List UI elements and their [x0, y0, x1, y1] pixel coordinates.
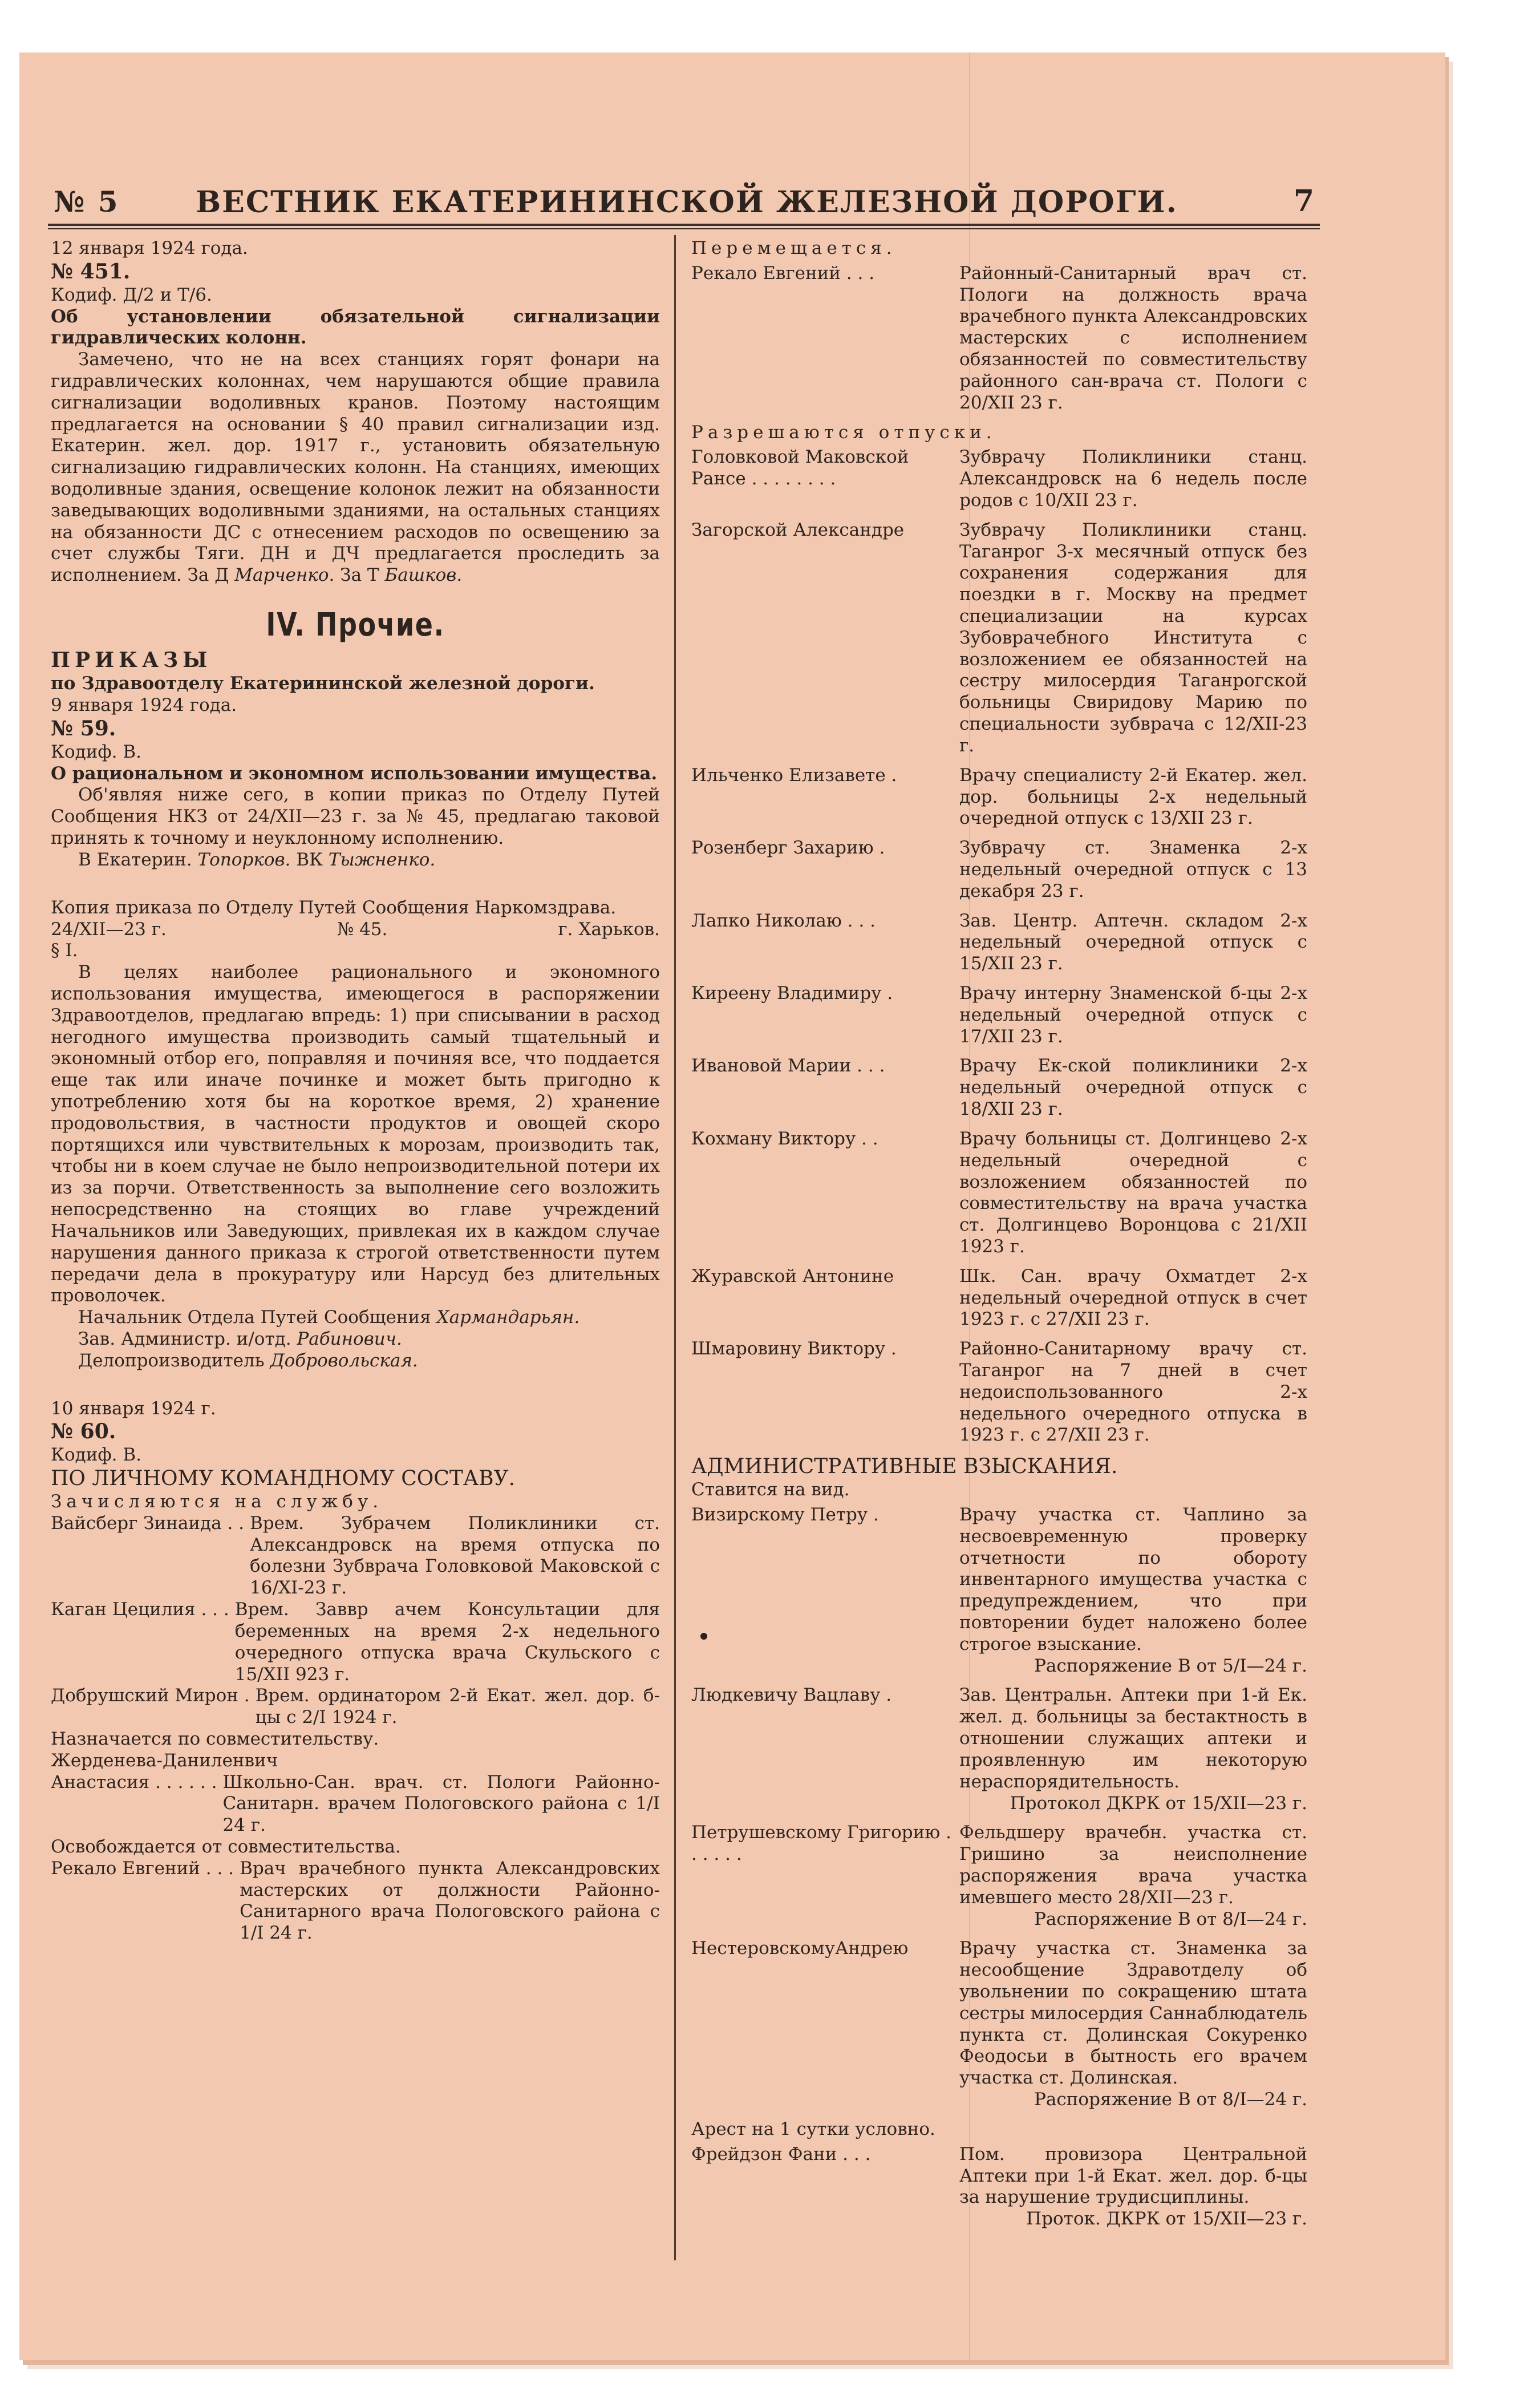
moved-heading: Перемещается. — [691, 238, 897, 258]
order-451-number: № 451. — [51, 259, 131, 284]
person-text: Врем. Заввр ачем Консультации для беременных на время 2-х недельного очередного отпуска врача Скульского с 15/XII 923 г. — [234, 1599, 660, 1685]
right-column — [691, 238, 1307, 2238]
reprimand-heading: Ставится на вид. — [691, 1479, 850, 1500]
signature-toporkov: Топорков. — [197, 849, 291, 870]
penalty-text: Врачу участка ст. Знаменка за несообщение Здравотделу об увольнении по сокращению штата сестры милосердия Саннаблюдатель пункта ст. Долинская Сокуренко Феодосьи в бытность его врачем участка ст. Долинская. — [959, 1938, 1307, 2089]
person-name: Ильченко Елизавете . — [691, 764, 897, 786]
masthead-rule-thin — [48, 228, 1320, 229]
enrolled-entry — [51, 1513, 660, 1599]
person-text — [959, 2144, 1307, 2230]
order-59-date: 9 января 1924 года. — [51, 695, 237, 716]
person-text: Врач врачебного пункта Александровских мастерских от должности Районно-Санитарного врача Пологовского района с 1/I 24 г. — [240, 1858, 660, 1944]
copy-paragraph-mark: § I. — [51, 940, 78, 961]
leave-entry — [691, 983, 1307, 1047]
person-name: Розенберг Захарию . — [691, 838, 885, 859]
leave-heading: Разрешаются отпуски. — [691, 422, 996, 443]
leave-entry — [691, 447, 1307, 511]
person-name: Кохману Виктору . . — [691, 1128, 878, 1149]
leave-entry — [691, 1128, 1307, 1258]
newspaper-title: ВЕСТНИК ЕКАТЕРИНИНСКОЙ ЖЕЛЕЗНОЙ ДОРОГИ. — [196, 185, 1178, 220]
page-number: 7 — [1293, 184, 1314, 219]
order-59-number: № 59. — [51, 716, 116, 741]
person-name: Киреену Владимиру . — [691, 983, 893, 1004]
penalty-ref: Распоряжение В от 8/I—24 г. — [1034, 1908, 1307, 1929]
person-text: Врачу Ек-ской поликлиники 2-х недельный очередной отпуск с 18/XII 23 г. — [959, 1055, 1307, 1120]
person-name: НестеровскомуАндрею — [691, 1938, 909, 1959]
sig-role-3: Делопроизводитель — [78, 1350, 270, 1371]
order-59-signature — [51, 849, 660, 871]
person-text: Врем. ординатором 2-й Екат. жел. дор. б-цы с 2/I 1924 г. — [255, 1685, 660, 1728]
arrest-entry — [691, 2144, 1307, 2230]
penalty-text: Зав. Центральн. Аптеки при 1-й Ек. жел. д. больницы за бестактность в отношении служащих аптеки и проявленную им некоторую нераспорядительность. — [959, 1685, 1307, 1792]
order-59-title: О рациональном и экономном использовании имущества. — [51, 763, 658, 784]
leave-entry — [691, 838, 1307, 902]
person-text: Зубврачу ст. Знаменка 2-х недельный очередной отпуск с 13 декабря 23 г. — [959, 838, 1307, 901]
penalty-entry — [691, 1938, 1307, 2111]
enrolled-heading: Зачисляются на службу. — [51, 1491, 383, 1512]
person-name: Визирскому Петру . — [691, 1504, 879, 1525]
penalty-ref: Распоряжение В от 5/I—24 г. — [1034, 1655, 1307, 1676]
released-entry — [51, 1858, 660, 1944]
concurrent-heading: Назначается по совместительству. — [51, 1728, 379, 1749]
person-name: Шмаровину Виктору . — [691, 1338, 897, 1360]
penalty-entry — [691, 1822, 1307, 1930]
copy-city: г. Харьков. — [558, 919, 660, 940]
penalty-text: Врачу участка ст. Чаплино за несвоевременную проверку отчетности по обороту инвентарного имущества участка с предупреждением, что при повторении будет наложено более строгое взыскание. — [959, 1504, 1307, 1654]
person-text — [959, 1822, 1307, 1930]
person-name: Людкевичу Вацлаву . — [691, 1685, 892, 1706]
moved-entry — [691, 263, 1307, 414]
order-451-title: Об установлении обязательной сигнализации гидравлических колонн. — [51, 306, 660, 349]
person-name: Лапко Николаю . . . — [691, 910, 876, 931]
orders-heading: ПРИКАЗЫ — [51, 648, 212, 673]
sig-prefix: В Екатерин. — [78, 849, 198, 870]
signature-bashkov: Башков. — [384, 565, 463, 586]
copy-meta — [51, 919, 660, 941]
signature-marchenko: Марченко. — [234, 565, 335, 586]
copy-signature-1 — [51, 1307, 660, 1329]
copy-number: № 45. — [337, 919, 388, 940]
person-text — [959, 1938, 1307, 2111]
person-name: Ивановой Марии . . . — [691, 1055, 885, 1077]
person-text: Зав. Центр. Аптечн. складом 2-х недельный очередной отпуск с 15/XII 23 г. — [959, 910, 1307, 974]
sig-role-1: Начальник Отдела Путей Сообщения — [78, 1307, 437, 1328]
order-60-date: 10 января 1924 г. — [51, 1398, 216, 1419]
arrest-heading: Арест на 1 сутки условно. — [691, 2118, 935, 2139]
masthead-rule — [48, 224, 1320, 226]
penalty-ref: Распоряжение В от 8/I—24 г. — [1034, 2089, 1307, 2110]
newspaper-page — [19, 52, 1445, 2360]
person-text: Зубврачу Поликлиники станц. Александровск на 6 недель после родов с 10/XII 23 г. — [959, 447, 1307, 511]
order-451-text: Замечено, что не на всех станциях горят фонари на гидравлических колоннах, чем нарушаются общие правила сигнализации водоливных кранов. Поэтому настоящим предлагается на основании § 40 правил сигнализации изд. Екатерин. жел. дор. 1917 г., установить обязательную сигнализацию гидравлических колонн. На станциях, имеющих водоливные здания, освещение колонок лежит на обязанности заведывающих водоливными зданиями, на остальных станциях на обязанности ДС с отнесением расходов по освещению за счет службы Тяги. ДН и ДЧ предлагается проследить за исполнением. За Д — [51, 349, 660, 586]
leave-entry — [691, 1055, 1307, 1120]
section-heading: IV. Прочие. — [266, 606, 445, 644]
penalties-heading: АДМИНИСТРАТИВНЫЕ ВЗЫСКАНИЯ. — [691, 1455, 1118, 1479]
left-column — [51, 238, 660, 1944]
sig-mid: ВК — [290, 849, 329, 870]
issue-number: № 5 — [54, 185, 120, 219]
person-text — [959, 1685, 1307, 1814]
sig-name-3: Добровольская. — [270, 1350, 418, 1371]
copy-date: 24/XII—23 г. — [51, 919, 167, 940]
sig-name-2: Рабинович. — [297, 1328, 402, 1349]
released-heading: Освобождается от совместительства. — [51, 1836, 401, 1858]
order-59-body: Об'являя ниже сего, в копии приказ по Отделу Путей Сообщения НКЗ от 24/XII—23 г. за № 45, предлагаю таковой принять к точному и неуклонному исполнению. — [51, 784, 660, 849]
order-59-codif: Кодиф. В. — [51, 741, 142, 762]
person-text: Школьно-Сан. врач. ст. Пологи Районно-Санитарн. врачем Пологовского района с 1/I 24 г. — [222, 1771, 660, 1836]
penalty-text: Фельдшеру врачебн. участка ст. Гришино за неисполнение распоряжения врача участка имевшего место 28/XII—23 г. — [959, 1822, 1307, 1908]
person-text: Районный-Санитарный врач ст. Пологи на должность врача врачебного пункта Александровских мастерских с исполнением обязанностей по совместительству районного сан-врача ст. Пологи с 20/XII 23 г. — [959, 262, 1307, 413]
person-name: Каган Цецилия . . . — [51, 1599, 229, 1620]
order-60-codif: Кодиф. В. — [51, 1445, 142, 1466]
sig-role-2: Зав. Администр. и/отд. — [78, 1328, 297, 1349]
person-name: Рекало Евгений . . . — [691, 262, 875, 284]
copy-signature-2 — [51, 1329, 660, 1350]
arrest-text: Пом. провизора Центральной Аптеки при 1-й Екат. жел. дор. б-цы за нарушение трудисциплины. — [959, 2143, 1307, 2208]
order-60-number: № 60. — [51, 1419, 116, 1444]
order-451-codif: Кодиф. Д/2 и Т/6. — [51, 284, 212, 305]
person-name: Анастасия . . . . . . — [51, 1771, 217, 1793]
person-name: Вайсберг Зинаида . . — [51, 1512, 245, 1534]
arrest-ref: Проток. ДКРК от 15/XII—23 г. — [1026, 2208, 1307, 2230]
concurrent-entry — [51, 1772, 660, 1836]
person-text: Врачу специалисту 2-й Екатер. жел. дор. больницы 2-х недельный очередной отпуск с 13/XII 23 г. — [959, 764, 1307, 829]
copy-signature-3 — [51, 1350, 660, 1372]
penalty-entry — [691, 1504, 1307, 1677]
person-name: Рекало Евгений . . . — [51, 1858, 234, 1879]
order-451-body — [51, 349, 660, 586]
orders-subheading: по Здравоотделу Екатерининской железной дороги. — [51, 673, 595, 694]
person-name: Журавской Антонине — [691, 1265, 894, 1287]
person-name: Петрушевскому Григорию . . . . . . — [691, 1822, 957, 1865]
penalty-entry — [691, 1685, 1307, 1814]
enrolled-entry — [51, 1599, 660, 1685]
person-name: Добрушский Мирон . — [51, 1685, 250, 1706]
copy-body: В целях наиболее рационального и экономного использования имущества, имеющегося в распоряжении Здравоотделов, предлагаю впредь: 1) при списывании в расход негодного имущества производить самый тщательный и экономный отбор его, поправляя и починяя все, что поддается еще так или иначе починке и может быть пригодно к употреблению хотя бы на короткое время, 2) хранение продовольствия, в частности продуктов и овощей скоро портящихся или чувствительных к морозам, производить так, чтобы ни в коем случае не было непроизводительной потери их из за порчи. Ответственность за выполнение сего возложить непосредственно на стоящих во главе учреждений Начальников или Заведующих, привлекая их в каждом случае нарушения данного приказа к строгой ответственности путем передачи дела в прокуратуру или Нарсуд без длительных проволочек. — [51, 962, 660, 1306]
copy-title: Копия приказа по Отделу Путей Сообщения Наркомздрава. — [51, 897, 617, 918]
column-divider — [674, 235, 676, 2260]
person-name-line1: Жерденева-Даниленвич — [51, 1750, 278, 1771]
person-text: Врем. Зубрачем Поликлиники ст. Александровск на время отпуска по болезни Зубврача Головковой Маковской с 16/XI-23 г. — [250, 1512, 660, 1599]
person-name: Загорской Александре — [691, 519, 905, 540]
masthead — [54, 178, 1320, 224]
person-text: Врачу больницы ст. Долгинцево 2-х недельный очередной с возложением обязанностей по совместительству на врача участка ст. Долгинцево Воронцова с 21/XII 1923 г. — [959, 1128, 1307, 1257]
person-text: Районно-Санитарному врачу ст. Таганрог на 7 дней в счет недоиспользованного 2-х недельного очередного отпуска в 1923 г. с 27/XII 23 г. — [959, 1338, 1307, 1446]
person-name: Фрейдзон Фани . . . — [691, 2143, 871, 2165]
order-60-title: ПО ЛИЧНОМУ КОМАНДНОМУ СОСТАВУ. — [51, 1467, 516, 1491]
person-text: Зубврачу Поликлиники станц. Таганрог 3-х месячный отпуск без сохранения содержания для поездки в г. Москву на предмет специализации на курсах Зубоврачебного Института с возложением ее обязанностей на сестру милосердия Таганрогской больницы Свиридову Марию по специальности зубврача с 12/XII-23 г. — [959, 519, 1307, 756]
sig-name-1: Хармандарьян. — [436, 1307, 580, 1328]
person-name: Головковой Маковской Рансе . . . . . . . . — [691, 447, 915, 489]
enrolled-entry — [51, 1685, 660, 1729]
signature-separator: За Т — [334, 565, 385, 586]
signature-tyzhnenko: Тыжненко. — [328, 849, 436, 870]
order-451-date: 12 января 1924 года. — [51, 238, 248, 258]
person-text — [959, 1504, 1307, 1677]
leave-entry — [691, 1338, 1307, 1446]
person-text: Врачу интерну Знаменской б-цы 2-х недельный очередной отпуск с 17/XII 23 г. — [959, 983, 1307, 1047]
person-text: Шк. Сан. врачу Охматдет 2-х недельный очередной отпуск в счет 1923 г. с 27/XII 23 г. — [959, 1265, 1307, 1330]
leave-entry — [691, 911, 1307, 975]
leave-entry — [691, 520, 1307, 757]
penalty-ref: Протокол ДКРК от 15/XII—23 г. — [1010, 1793, 1307, 1814]
leave-entry — [691, 1266, 1307, 1330]
leave-entry — [691, 765, 1307, 830]
